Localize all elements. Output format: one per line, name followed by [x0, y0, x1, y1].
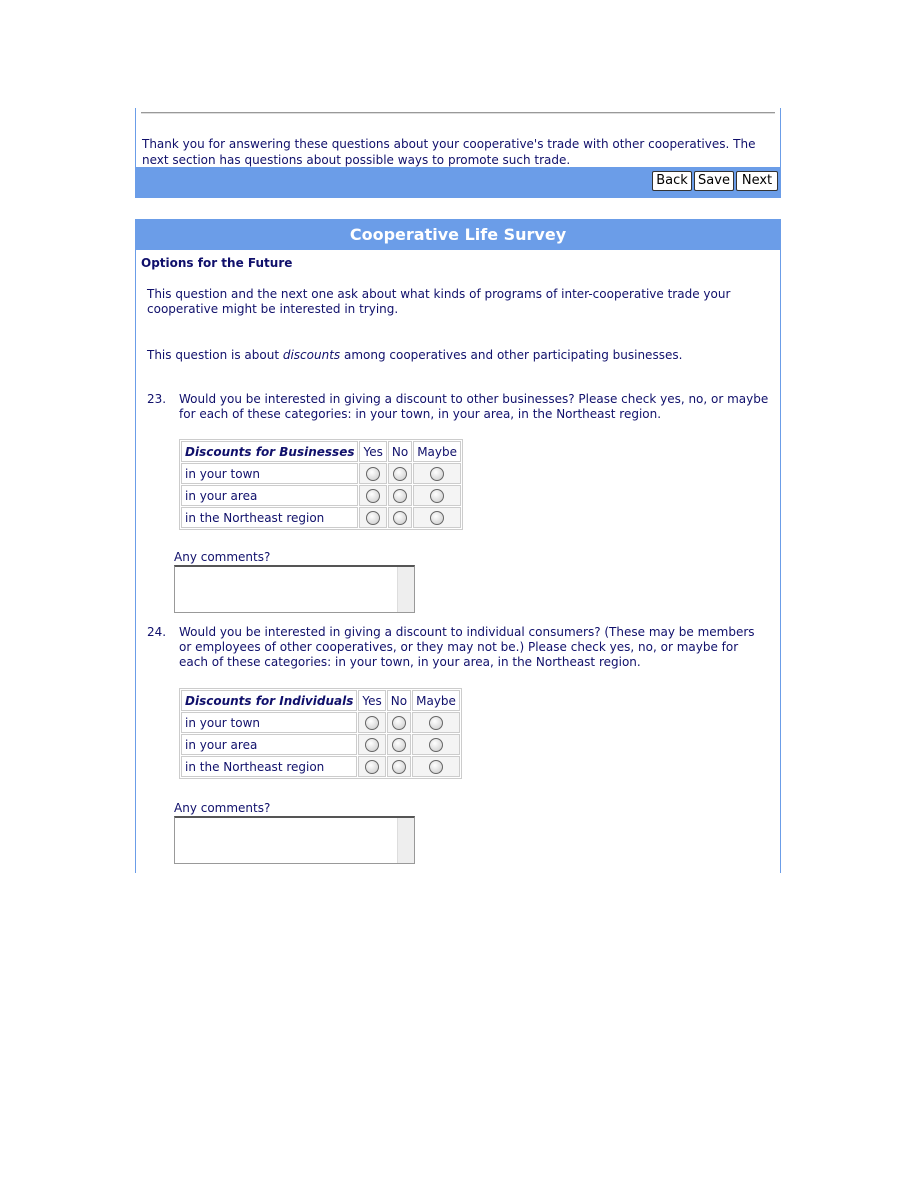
radio-maybe[interactable]: [430, 467, 444, 481]
thank-you-message: Thank you for answering these questions about your cooperative's trade with other cooperatives. The next section has questions about possible ways to promote such trade.: [142, 137, 756, 167]
radio-no[interactable]: [393, 467, 407, 481]
nav-button-bar: [136, 167, 780, 198]
column-yes: Yes: [359, 441, 386, 462]
question-24-number: 24.: [147, 625, 167, 639]
survey-panel: [135, 219, 781, 873]
question-23-table: [179, 439, 463, 530]
question-24-text: Would you be interested in giving a discount to individual consumers? (These may be members or employees of other cooperatives, or they may not be.) Please check yes, no, or maybe for each of these categories: in your town, in your area, in the Northeast region.: [179, 625, 755, 669]
row-label: in the Northeast region: [181, 756, 357, 777]
radio-yes[interactable]: [365, 738, 379, 752]
column-yes: Yes: [358, 690, 385, 711]
table-row: [181, 756, 460, 777]
radio-maybe[interactable]: [429, 760, 443, 774]
question-23-number: 23.: [147, 392, 167, 406]
comments-textarea[interactable]: [174, 565, 415, 613]
question-24-table: [179, 688, 462, 779]
discount-intro: [147, 348, 747, 363]
table-row: [181, 507, 461, 528]
discount-intro-emphasis: discounts: [282, 348, 341, 362]
table-row: [181, 734, 460, 755]
divider: [141, 112, 775, 114]
table-header-row: [181, 690, 460, 711]
radio-no[interactable]: [393, 489, 407, 503]
row-label: in your area: [181, 485, 358, 506]
scrollbar[interactable]: [397, 818, 414, 863]
radio-maybe[interactable]: [430, 489, 444, 503]
discount-intro-prefix: This question is about: [147, 348, 283, 362]
table-title: Discounts for Individuals: [181, 690, 357, 711]
survey-title: Cooperative Life Survey: [136, 220, 780, 250]
column-maybe: Maybe: [412, 690, 460, 711]
column-maybe: Maybe: [413, 441, 461, 462]
row-label: in the Northeast region: [181, 507, 358, 528]
scrollbar[interactable]: [397, 567, 414, 612]
radio-yes[interactable]: [365, 716, 379, 730]
radio-no[interactable]: [392, 738, 406, 752]
table-title: Discounts for Businesses: [181, 441, 358, 462]
table-row: [181, 463, 461, 484]
radio-yes[interactable]: [366, 489, 380, 503]
next-button[interactable]: Next: [736, 171, 778, 191]
table-header-row: [181, 441, 461, 462]
table-row: [181, 485, 461, 506]
save-button[interactable]: Save: [694, 171, 734, 191]
radio-yes[interactable]: [366, 467, 380, 481]
column-no: No: [387, 690, 411, 711]
discount-intro-suffix: among cooperatives and other participating businesses.: [340, 348, 683, 362]
question-23-text: Would you be interested in giving a discount to other businesses? Please check yes, no, or maybe for each of these categories: in your town, in your area, in the Northeast region.: [179, 392, 769, 421]
radio-no[interactable]: [393, 511, 407, 525]
comments-label: Any comments?: [174, 801, 271, 815]
column-no: No: [388, 441, 412, 462]
row-label: in your town: [181, 463, 358, 484]
radio-maybe[interactable]: [429, 716, 443, 730]
radio-maybe[interactable]: [429, 738, 443, 752]
back-button[interactable]: Back: [652, 171, 692, 191]
radio-maybe[interactable]: [430, 511, 444, 525]
row-label: in your area: [181, 734, 357, 755]
comments-textarea[interactable]: [174, 816, 415, 864]
comments-label: Any comments?: [174, 550, 271, 564]
intro-text: This question and the next one ask about what kinds of programs of inter-cooperative trade your cooperative might be interested in trying.: [147, 287, 731, 316]
previous-page-panel: [135, 108, 781, 198]
radio-yes[interactable]: [366, 511, 380, 525]
row-label: in your town: [181, 712, 357, 733]
radio-no[interactable]: [392, 716, 406, 730]
radio-no[interactable]: [392, 760, 406, 774]
table-row: [181, 712, 460, 733]
radio-yes[interactable]: [365, 760, 379, 774]
section-title: Options for the Future: [141, 256, 293, 270]
